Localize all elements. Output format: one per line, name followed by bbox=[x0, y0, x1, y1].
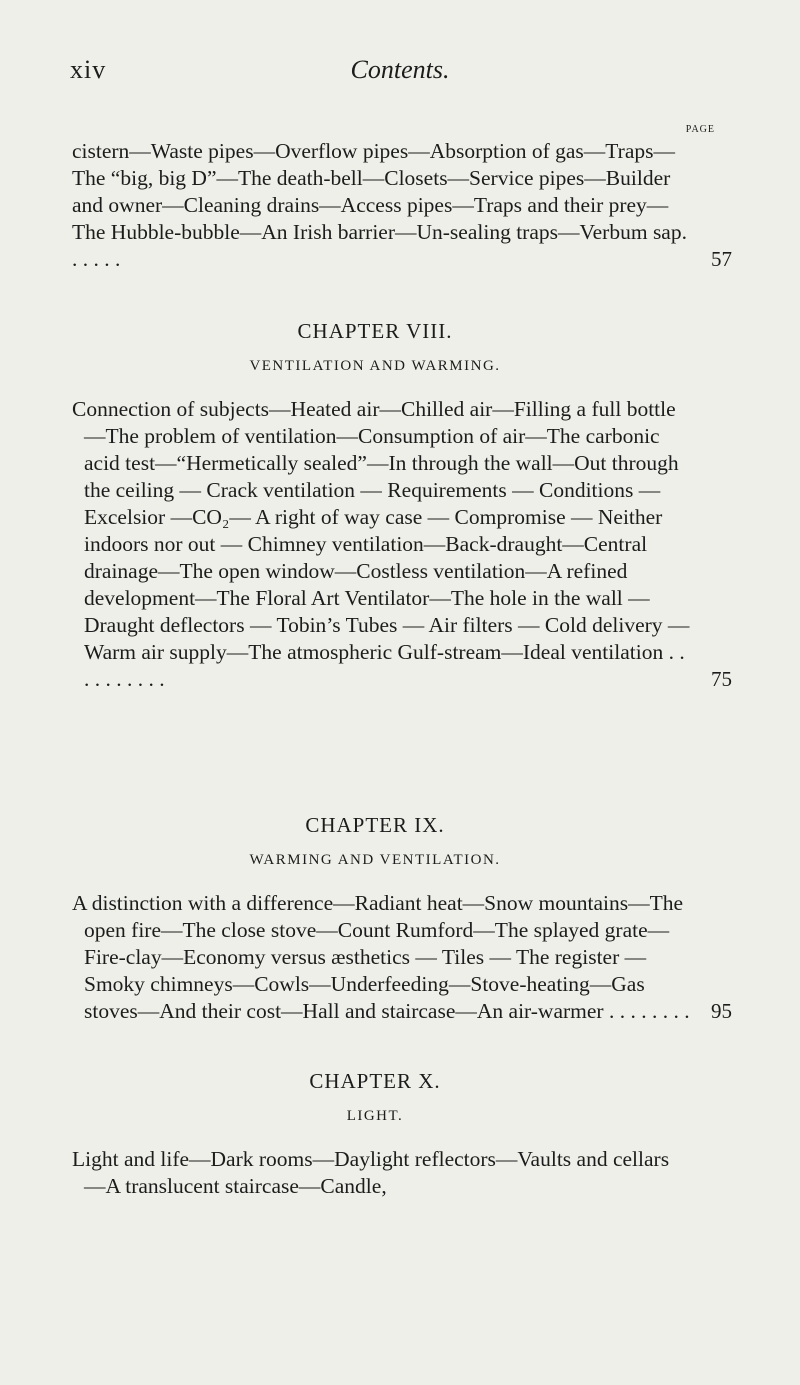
entry-page-number: 95 bbox=[711, 999, 732, 1023]
page-header bbox=[70, 55, 730, 95]
page-column-label: PAGE bbox=[685, 124, 715, 135]
continued-entry bbox=[60, 138, 732, 273]
chapter-title: CHAPTER VIII. bbox=[297, 319, 453, 343]
toc-entry bbox=[60, 1146, 690, 1200]
entry-page-number: 57 bbox=[711, 247, 732, 271]
chapter-subtitle: VENTILATION AND WARMING. bbox=[249, 358, 501, 374]
entry-text: Connection of subjects—Heated air—Chilled air—Filling a full bottle—The problem of ventilation—Consumption of air—The carbonic acid test—“Hermetically sealed”—In through the wall—Out through the ceiling — Crack ventilation — Requirements — Conditions — Excelsior —CO₂— A right of way case — Compromise — Neither indoors nor out — Chimney ventilation—Back-draught—Central drainage—The open window—Costless ventilation—A refined development—The Floral Art Ventilator—The hole in the wall — Draught deflectors — Tobin’s Tubes — Air filters — Cold delivery — Warm air supply—The atmospheric Gulf-stream—Ideal ventilation . . . . . . . . . . bbox=[72, 397, 690, 691]
toc-entry bbox=[60, 890, 732, 1025]
running-title: Contents. bbox=[350, 55, 450, 84]
chapter-x bbox=[60, 1068, 690, 1200]
chapter-viii bbox=[60, 318, 732, 693]
chapter-title: CHAPTER X. bbox=[309, 1069, 441, 1093]
entry-text: cistern—Waste pipes—Overflow pipes—Absorption of gas—Traps—The “big, big D”—The death-bell—Closets—Service pipes—Builder and owner—Cleaning drains—Access pipes—Traps and their prey—The Hubble-bubble—An Irish barrier—Un-sealing traps—Verbum sap. . . . . . bbox=[72, 139, 687, 271]
chapter-subtitle: LIGHT. bbox=[346, 1108, 404, 1124]
entry-text: Light and life—Dark rooms—Daylight reflectors—Vaults and cellars—A translucent staircase—Candle, bbox=[72, 1147, 670, 1198]
chapter-title: CHAPTER IX. bbox=[305, 813, 445, 837]
page-folio: xiv bbox=[70, 55, 107, 84]
toc-entry bbox=[60, 138, 732, 273]
chapter-subtitle: WARMING AND VENTILATION. bbox=[249, 852, 501, 868]
toc-entry bbox=[60, 396, 732, 693]
entry-text: A distinction with a difference—Radiant heat—Snow mountains—The open fire—The close stove—Count Rumford—The splayed grate—Fire-clay—Economy versus æsthetics — Tiles — The register — Smoky chimneys—Cowls—Underfeeding—Stove-heating—Gas stoves—And their cost—Hall and staircase—An air-warmer . . . . . . . . bbox=[72, 891, 690, 1023]
entry-page-number: 75 bbox=[711, 667, 732, 691]
chapter-ix bbox=[60, 812, 732, 1025]
